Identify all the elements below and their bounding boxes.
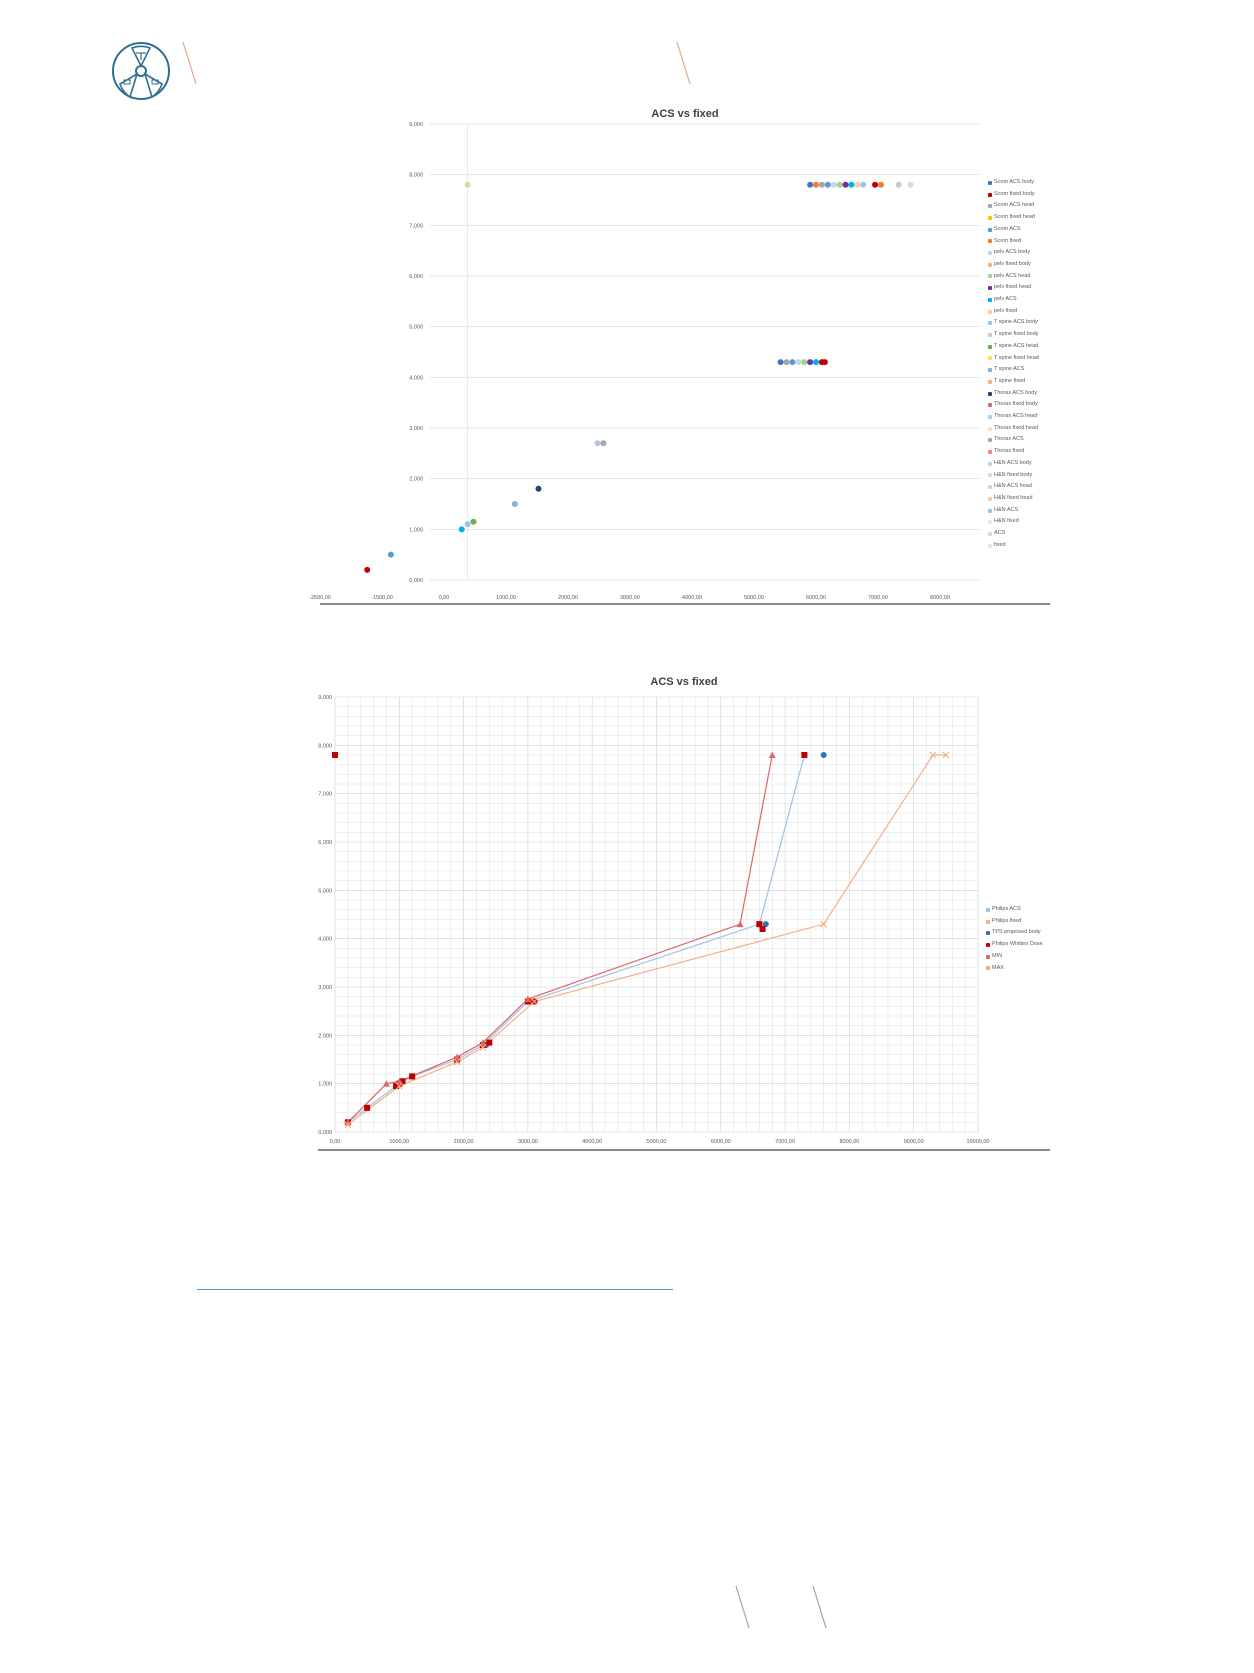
legend-swatch (988, 251, 992, 255)
legend-swatch (986, 920, 990, 924)
data-point (848, 182, 854, 188)
legend-label: Philips ACS (992, 906, 1021, 912)
legend-item (988, 282, 1039, 294)
data-point (595, 440, 601, 446)
legend-label: T spine ACS head (994, 342, 1039, 349)
data-point (471, 519, 477, 525)
legend-swatch (986, 966, 990, 970)
legend-label: Philips Whitten Dose (992, 941, 1043, 948)
legend-label: T spine fixed body (994, 331, 1039, 338)
legend-swatch (988, 228, 992, 232)
legend-label: TPS proposed body (992, 929, 1041, 936)
data-point (512, 501, 518, 507)
legend-item (988, 212, 1039, 224)
legend-item (988, 481, 1039, 493)
chart-plot-area (318, 672, 1050, 1172)
legend-label: pelv ACS body (994, 249, 1031, 256)
x-tick-label: 5000,00 (646, 1139, 667, 1145)
decorative-slash-3 (733, 1584, 753, 1630)
legend-item (988, 470, 1039, 482)
legend-item (988, 200, 1039, 212)
legend-item (988, 247, 1039, 259)
data-point (807, 359, 813, 365)
legend-item (988, 493, 1039, 505)
legend-item (988, 423, 1039, 435)
legend-swatch (988, 462, 992, 466)
legend-label: Scom ACS head (994, 202, 1035, 209)
x-tick-label: 1000,00 (496, 595, 516, 601)
legend-label: Scom fixed head (994, 214, 1035, 221)
x-tick-label: 4000,00 (582, 1139, 603, 1145)
legend-item (988, 528, 1039, 540)
legend-swatch (986, 955, 990, 959)
legend-label: MIN (992, 952, 1003, 959)
legend-item (986, 939, 1043, 951)
data-point (825, 182, 831, 188)
x-tick-label: 10000,00 (966, 1139, 990, 1145)
data-point (821, 752, 827, 758)
data-point (837, 182, 843, 188)
y-tick-label: 6,000 (318, 840, 332, 846)
chart-acs-vs-fixed-lines (318, 672, 1050, 1172)
data-point (896, 182, 902, 188)
legend-swatch (988, 497, 992, 501)
legend-item (988, 540, 1039, 552)
legend-swatch (988, 356, 992, 360)
legend-item (988, 271, 1039, 283)
legend-item (986, 904, 1043, 916)
y-tick-label: 2,000 (318, 1033, 332, 1040)
legend-swatch (988, 321, 992, 325)
legend-item (988, 505, 1039, 517)
decorative-slash-2 (674, 40, 694, 86)
data-point (789, 359, 795, 365)
legend-item (988, 189, 1039, 201)
legend-label: T spine ACS body (994, 319, 1038, 326)
legend-label: Thorax ACS body (994, 389, 1038, 396)
legend-label: Thorax fixed head (994, 424, 1039, 431)
series-line (348, 755, 946, 1125)
data-point (831, 182, 837, 188)
footer-divider (197, 1289, 673, 1290)
legend-swatch (988, 544, 992, 548)
data-point (807, 182, 813, 188)
data-point (813, 359, 819, 365)
x-tick-label: 2000,00 (453, 1139, 474, 1145)
x-tick-label: 8000,00 (930, 595, 950, 601)
data-point (872, 182, 878, 188)
legend-item (988, 341, 1039, 353)
legend-item (988, 399, 1039, 411)
legend-swatch (988, 485, 992, 489)
data-point (737, 921, 744, 928)
legend-label: pelv fixed head (994, 284, 1031, 291)
data-point (854, 182, 860, 188)
legend-label: fixed (994, 541, 1006, 548)
legend-label: Thorax ACS (994, 436, 1024, 443)
y-tick-label: 3,000 (318, 985, 332, 991)
x-tick-label: 2000,00 (558, 595, 578, 601)
data-point (332, 752, 338, 758)
y-tick-label: 4,000 (409, 375, 423, 382)
legend-swatch (986, 908, 990, 912)
legend-item (988, 306, 1039, 318)
legend-label: pelv ACS head (994, 272, 1031, 279)
data-point (878, 182, 884, 188)
legend-swatch (988, 380, 992, 384)
legend-label: T spine fixed (994, 377, 1026, 384)
legend-swatch (988, 532, 992, 536)
legend-swatch (986, 931, 990, 935)
x-tick-label: -1500,00 (371, 595, 393, 601)
legend-swatch (988, 392, 992, 396)
legend-item (988, 294, 1039, 306)
chart-legend (988, 177, 1039, 552)
data-point (486, 1040, 492, 1046)
legend-label: H&N fixed body (994, 471, 1033, 478)
legend-item (988, 458, 1039, 470)
legend-swatch (988, 345, 992, 349)
y-tick-label: 8,000 (318, 743, 332, 750)
data-point (783, 359, 789, 365)
legend-swatch (988, 450, 992, 454)
legend-swatch (988, 239, 992, 243)
legend-label: Scom fixed (994, 237, 1022, 244)
decorative-slash-4 (810, 1584, 830, 1630)
data-point (364, 567, 370, 573)
y-tick-label: 6,000 (409, 274, 423, 280)
legend-label: H&N ACS (994, 506, 1019, 513)
data-point (819, 182, 825, 188)
x-tick-label: 5000,00 (744, 595, 764, 601)
legend-item (988, 388, 1039, 400)
legend-swatch (988, 509, 992, 513)
data-point (843, 182, 849, 188)
legend-item (988, 446, 1039, 458)
y-tick-label: 9,000 (409, 122, 423, 128)
legend-swatch (988, 298, 992, 302)
legend-swatch (988, 415, 992, 419)
legend-swatch (988, 520, 992, 524)
y-tick-label: 2,000 (409, 476, 423, 483)
legend-item (988, 177, 1039, 189)
data-point (760, 926, 766, 932)
y-tick-label: 4,000 (318, 936, 332, 943)
legend-swatch (988, 181, 992, 185)
legend-item (986, 916, 1043, 928)
y-tick-label: 1,000 (318, 1081, 332, 1088)
legend-label: T spine fixed head (994, 354, 1039, 361)
legend-swatch (988, 216, 992, 220)
chart-plot-area (309, 104, 1050, 614)
x-tick-label: 6000,00 (710, 1139, 731, 1145)
data-point (801, 752, 807, 758)
y-tick-label: 1,000 (409, 527, 423, 534)
legend-item (988, 364, 1039, 376)
y-tick-label: 0,000 (318, 1130, 332, 1136)
x-tick-label: 7000,00 (868, 595, 888, 601)
x-tick-label: 3000,00 (620, 595, 640, 601)
y-tick-label: 5,000 (318, 888, 332, 895)
legend-label: Scom ACS body (994, 179, 1035, 185)
y-tick-label: 8,000 (409, 172, 423, 179)
legend-item (988, 516, 1039, 528)
legend-item (988, 236, 1039, 248)
legend-swatch (988, 333, 992, 337)
y-tick-label: 9,000 (318, 695, 332, 701)
data-point (465, 521, 471, 527)
legend-swatch (988, 286, 992, 290)
legend-swatch (988, 368, 992, 372)
legend-label: H&N fixed (994, 518, 1019, 525)
decorative-slash-1 (180, 40, 200, 86)
data-point (535, 486, 541, 492)
legend-label: H&N ACS body (994, 459, 1032, 466)
legend-swatch (988, 263, 992, 267)
legend-label: pelv fixed (994, 307, 1018, 314)
x-tick-label: 7000,00 (775, 1139, 796, 1145)
data-point (778, 359, 784, 365)
x-tick-label: 9000,00 (903, 1139, 924, 1145)
legend-item (988, 411, 1039, 423)
legend-swatch (988, 274, 992, 278)
legend-label: pelv ACS (994, 296, 1017, 303)
legend-item (988, 317, 1039, 329)
legend-swatch (988, 473, 992, 477)
x-tick-label: 8000,00 (839, 1139, 860, 1145)
legend-label: Philips fixed (992, 917, 1022, 924)
x-tick-label: 4000,00 (682, 595, 702, 601)
legend-label: H&N fixed head (994, 494, 1033, 501)
legend-label: Scom ACS (994, 225, 1021, 232)
data-point (813, 182, 819, 188)
chart-acs-vs-fixed-scatter (309, 104, 1050, 614)
data-point (465, 182, 471, 188)
legend-swatch (988, 438, 992, 442)
x-tick-label: 6000,00 (806, 595, 826, 601)
data-point (388, 552, 394, 558)
y-tick-label: 0,000 (409, 578, 423, 584)
legend-swatch (988, 427, 992, 431)
legend-swatch (986, 943, 990, 947)
chart-title: ACS vs fixed (651, 108, 719, 120)
x-tick-label: -2500,00 (309, 595, 331, 601)
chart-legend (986, 904, 1043, 974)
chart-title: ACS vs fixed (650, 676, 718, 688)
legend-item (986, 963, 1043, 975)
legend-label: ACS (994, 530, 1006, 537)
data-point (409, 1073, 415, 1079)
legend-item (986, 951, 1043, 963)
y-tick-label: 7,000 (409, 223, 423, 230)
data-point (822, 359, 828, 365)
y-tick-label: 5,000 (409, 324, 423, 331)
legend-item (986, 927, 1043, 939)
x-tick-label: 0,00 (438, 595, 450, 601)
data-point (860, 182, 866, 188)
x-tick-label: 1000,00 (389, 1139, 410, 1145)
legend-label: T spine ACS (994, 366, 1025, 373)
legend-label: Thorax fixed (994, 448, 1025, 455)
legend-item (988, 353, 1039, 365)
legend-item (988, 259, 1039, 271)
data-point (907, 182, 913, 188)
data-point (600, 440, 606, 446)
legend-label: Scom fixed body (994, 190, 1035, 197)
legend-item (988, 434, 1039, 446)
data-point (459, 526, 465, 532)
legend-swatch (988, 403, 992, 407)
data-point (795, 359, 801, 365)
legend-swatch (988, 310, 992, 314)
legend-swatch (988, 204, 992, 208)
legend-label: pelv fixed body (994, 260, 1031, 267)
legend-label: H&N ACS head (994, 483, 1032, 490)
data-point (364, 1105, 370, 1111)
legend-label: MAX (992, 964, 1004, 971)
radiation-trefoil-logo-icon (110, 40, 172, 102)
y-tick-label: 7,000 (318, 791, 332, 798)
x-tick-label: 3000,00 (517, 1139, 538, 1145)
legend-label: Thorax fixed body (994, 401, 1038, 408)
legend-item (988, 376, 1039, 388)
legend-swatch (988, 193, 992, 197)
legend-item (988, 329, 1039, 341)
legend-label: Thorax ACS head (994, 413, 1038, 420)
data-point (801, 359, 807, 365)
legend-item (988, 224, 1039, 236)
y-tick-label: 3,000 (409, 426, 423, 432)
x-tick-label: 0,00 (329, 1139, 341, 1145)
